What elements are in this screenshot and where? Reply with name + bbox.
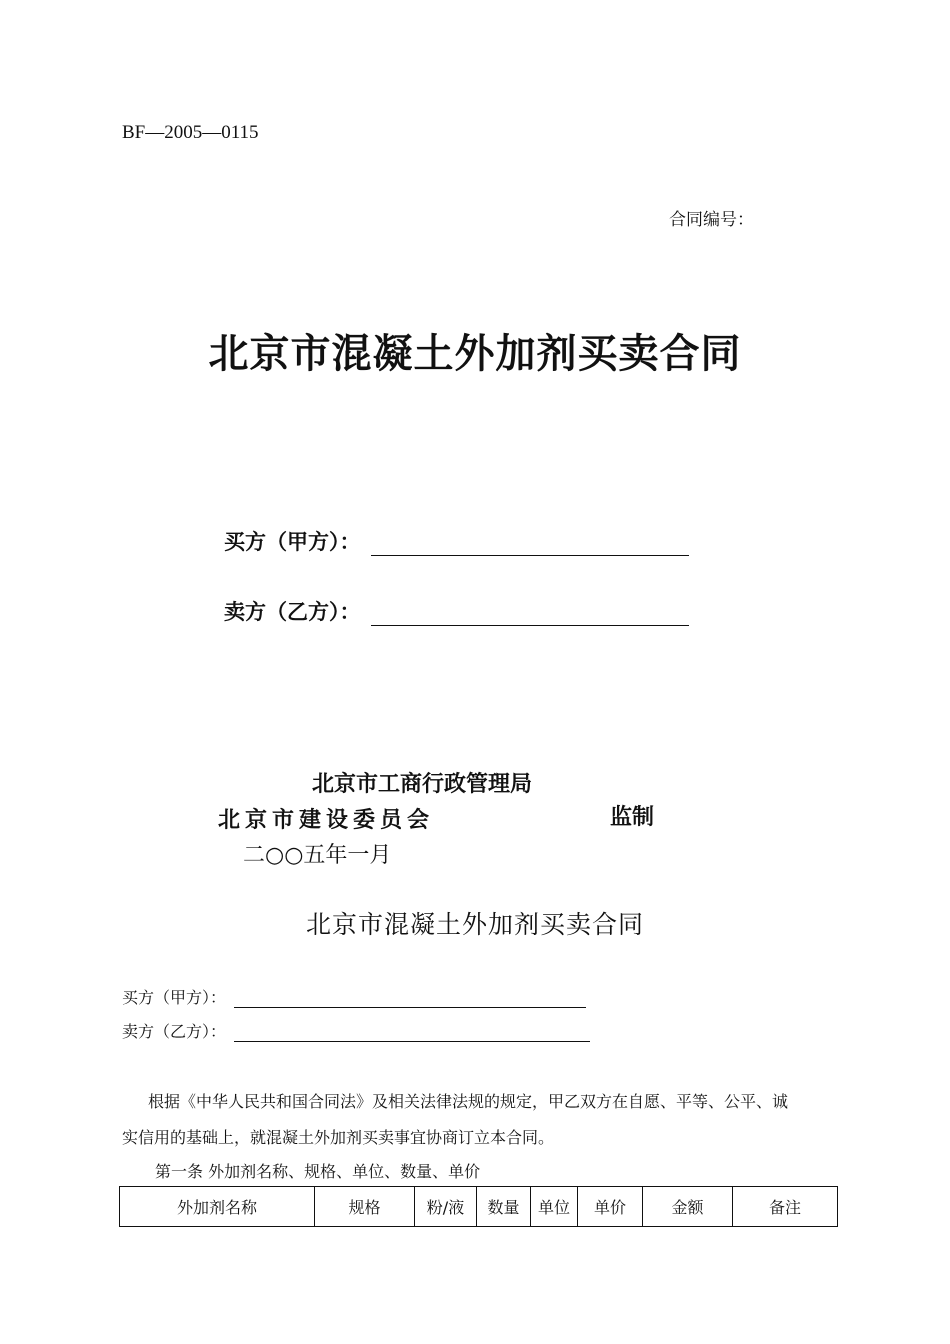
- goods-table: [119, 1186, 838, 1227]
- header-remarks: 备注: [733, 1187, 838, 1227]
- edition-date: 二○○五年一月: [243, 843, 392, 868]
- header-quantity: 数量: [477, 1187, 531, 1227]
- cover-title: 北京市混凝土外加剂买卖合同: [208, 330, 742, 377]
- body-title: 北京市混凝土外加剂买卖合同: [305, 910, 644, 939]
- cover-seller-field: [224, 596, 689, 626]
- header-spec: 规格: [315, 1187, 415, 1227]
- article-1-heading: 第一条 外加剂名称、规格、单位、数量、单价: [155, 1162, 481, 1181]
- intro-paragraph-line-1: 根据《中华人民共和国合同法》及相关法律法规的规定，甲乙双方在自愿、平等、公平、诚: [148, 1092, 789, 1111]
- buyer-label: 买方（甲方）：: [122, 988, 227, 1007]
- intro-paragraph-line-2: 实信用的基础上，就混凝土外加剂买卖事宜协商订立本合同。: [122, 1128, 555, 1147]
- supervisor-agency-1: 北京市工商行政管理局: [312, 771, 533, 797]
- buyer-field: [122, 985, 586, 1008]
- seller-blank[interactable]: [234, 1023, 590, 1042]
- contract-number-label: 合同编号：: [669, 210, 754, 230]
- seller-label: 卖方（乙方）：: [122, 1022, 227, 1041]
- cover-buyer-field: [224, 526, 689, 556]
- buyer-blank[interactable]: [234, 989, 586, 1008]
- table-header-row: [120, 1187, 838, 1227]
- seller-field: [122, 1019, 590, 1042]
- supervisor-agency-2: 北京市建设委员会: [218, 807, 435, 833]
- supervision-mark: 监制: [610, 804, 655, 830]
- document-code: BF—2005—0115: [122, 122, 259, 143]
- cover-buyer-label: 买方（甲方）：: [224, 530, 361, 554]
- header-unit: 单位: [531, 1187, 578, 1227]
- header-amount: 金额: [643, 1187, 733, 1227]
- cover-seller-blank[interactable]: [371, 603, 689, 626]
- header-unit-price: 单价: [578, 1187, 643, 1227]
- cover-seller-label: 卖方（乙方）：: [224, 600, 361, 624]
- cover-buyer-blank[interactable]: [371, 533, 689, 556]
- header-form: 粉/液: [415, 1187, 477, 1227]
- header-name: 外加剂名称: [120, 1187, 315, 1227]
